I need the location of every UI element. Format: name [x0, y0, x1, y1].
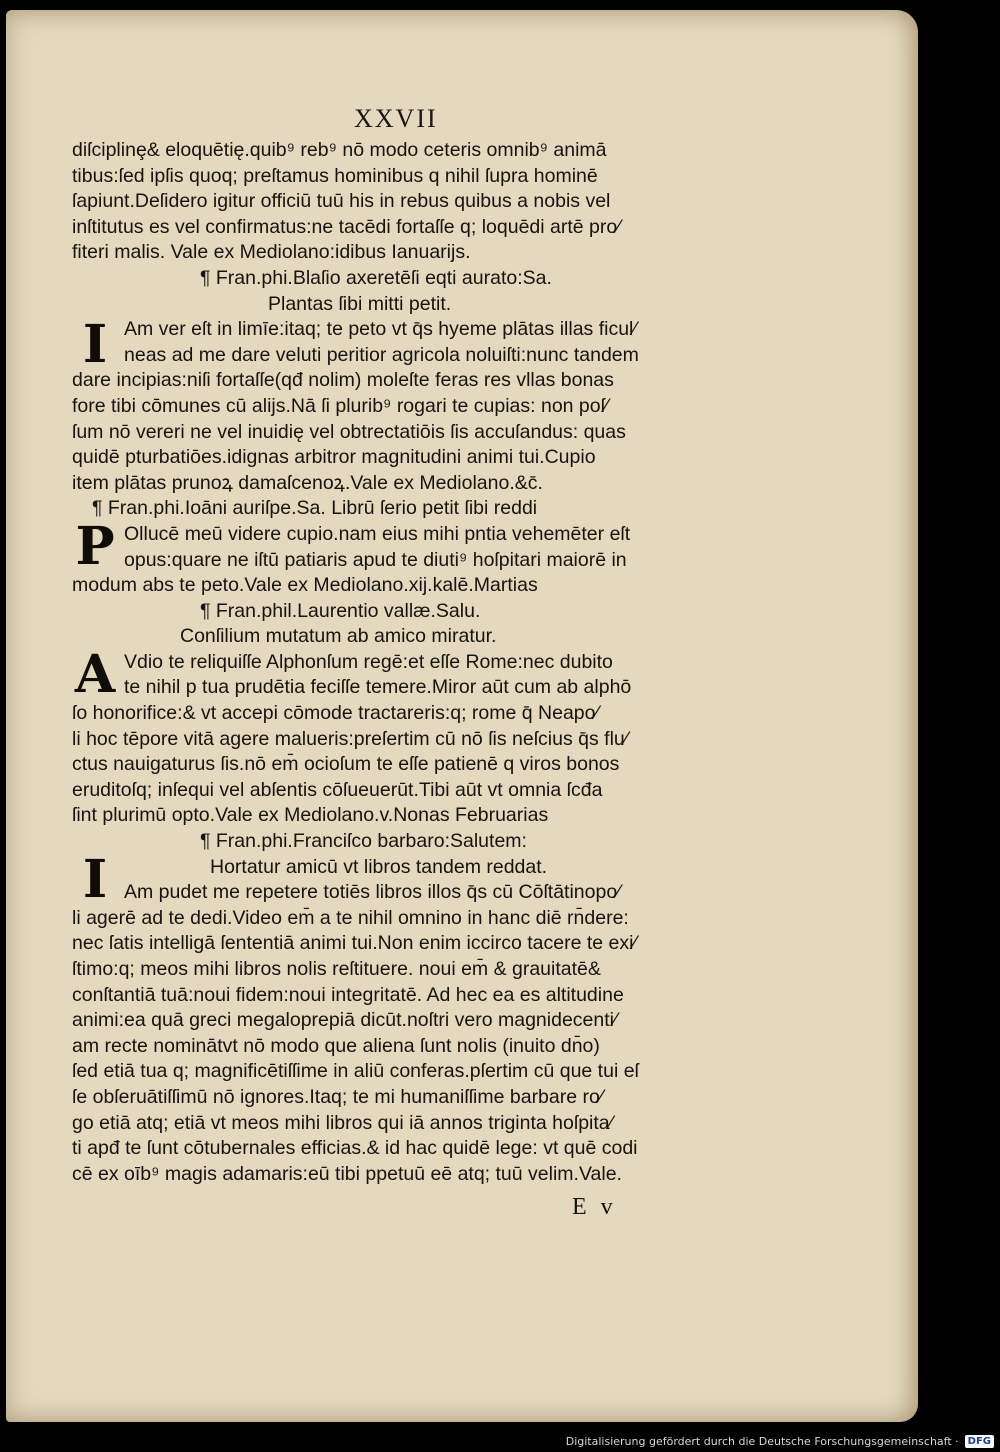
text-line: ctus nauigaturus ſis.nō em̄ ocioſum te eſſe patienē q viros bonos: [72, 753, 620, 776]
text-line: ti apđ te ſunt cōtubernales efficias.& id hac quidē lege: vt quē codi: [72, 1137, 638, 1160]
text-line: te nihil p tua prudētia feciſſe temere.Miror aūt cum ab alphō: [124, 676, 632, 699]
text-line: quidē pturbatiōes.idignas arbitror magnitudini animi tui.Cupio: [72, 446, 596, 469]
text-line: inſtitutus es vel confirmatus:ne tacēdi fortaſſe q; loquēdi artē pro⁄: [72, 215, 621, 238]
text-line: nec ſatis intelligā ſententiā animi tui.Non enim iccirco tacere te exi⁄: [72, 932, 637, 955]
letter-subject: Plantas ſibi mitti petit.: [268, 292, 452, 315]
initial-letter: I: [82, 849, 108, 910]
text-line: ſtimo:q; meos mihi libros nolis reſtituere. noui em̄ & grauitatē&: [72, 958, 601, 980]
text-line: conſtantiā tuā:noui fidem:noui integritatē. Ad hec ea es altitudine: [72, 983, 624, 1006]
catchword: E v: [572, 1194, 617, 1220]
text-line: ſint plurimū opto.Vale ex Mediolano.v.Nonas Februarias: [72, 804, 549, 827]
manuscript-page: [6, 10, 918, 1422]
text-line: eruditoſq; inſequi vel abſentis cōſueuerūt.Tibi aūt vt omnia ſcđa: [72, 778, 603, 801]
text-line: fiteri malis. Vale ex Mediolano:idibus Ianuarijs.: [72, 241, 471, 264]
letter-heading: ¶ Fran.phi.Blaſio axeretēſi eqti aurato:Sa.: [200, 266, 552, 289]
letter-heading: ¶ Fran.phi.Ioāni auriſpe.Sa. Librū ſerio petit ſibi reddi: [92, 497, 538, 520]
letter-subject: Hortatur amicū vt libros tandem reddat.: [210, 855, 548, 878]
text-line: neas ad me dare veluti peritior agricola noluiſti:nunc tandem: [124, 343, 639, 366]
dfg-logo-icon: DFG: [965, 1435, 994, 1448]
funding-footer: [566, 1435, 994, 1448]
text-line: ſe obſeruātiſſimū nō ignores.Itaq; te mi humaniſſime barbare ro⁄: [72, 1085, 604, 1108]
text-line: fore tibi cōmunes cū alijs.Nā ſi plurib⁹ rogari te cupias: non poſ⁄: [72, 394, 609, 417]
letter-heading: ¶ Fran.phi.Franciſco barbaro:Salutem:: [200, 830, 527, 853]
text-line: ſum nō vereri ne vel inuidię vel obtrectatiōis ſis accuſandus: quas: [72, 420, 626, 443]
text-line: tibus:ſed ipſis quoq; preſtamus hominibus q nihil ſupra hominē: [72, 164, 598, 187]
text-line: diſciplinȩ& eloquētię.quib⁹ reb⁹ nō modo ceteris omnib⁹ animā: [72, 139, 607, 161]
text-line: opus:quare ne iſtū patiaris apud te diuti⁹ hoſpitari maiorē in: [124, 548, 627, 571]
text-block: [72, 138, 712, 1187]
text-line: go etiā atq; etiā vt meos mihi libros qui iā annos triginta hoſpita⁄: [72, 1111, 613, 1134]
text-line: modum abs te peto.Vale ex Mediolano.xij.kalē.Martias: [72, 574, 538, 597]
text-line: Ollucē meū videre cupio.nam eius mihi pntia vehemēter eſt: [124, 522, 631, 545]
text-line: ſo honorifice:& vt accepi cōmode tractareris:q; rome q̄ Neapo⁄: [72, 702, 599, 725]
footer-text: Digitalisierung gefördert durch die Deutsche Forschungsgemeinschaft ·: [565, 1435, 959, 1448]
letter-heading: ¶ Fran.phil.Laurentio vallæ.Salu.: [200, 599, 481, 622]
text-line: am recte nominātvt nō modo que aliena ſunt nolis (inuito dn̄o): [72, 1034, 600, 1057]
text-line: Am pudet me repetere totiēs libros illos q̄s cū Cōſtātinopo⁄: [124, 881, 621, 904]
text-line: animi:ea quā greci megaloprepiā dicūt.noſtri vero magnidecenti⁄: [72, 1009, 618, 1032]
text-line: li hoc tēpore vitā agere malueris:preſertim cū nō ſis neſcius q̄s flu⁄: [72, 727, 629, 750]
initial-letter: P: [75, 516, 115, 577]
initial-letter: I: [82, 314, 108, 375]
text-line: Vdio te reliquiſſe Alphonſum regē:et eſſe Rome:nec dubito: [124, 650, 613, 673]
text-line: dare incipias:niſi fortaſſe(qđ nolim) moleſte feras res vllas bonas: [72, 369, 614, 392]
text-line: ſed etiā tua q; magnificētiſſime in aliū conferas.pſertim cū que tui eſ: [72, 1060, 639, 1083]
text-line: cē ex oīb⁹ magis adamaris:eū tibi ppetuū eē atq; tuū velim.Vale.: [72, 1162, 622, 1185]
text-line: item plātas prunoꝝ damaſcenoꝝ.Vale ex Mediolano.&c̄.: [72, 471, 543, 494]
text-line: li agerē ad te dedi.Video em̄ a te nihil omnino in hanc diē rn̄dere:: [72, 906, 629, 929]
folio-number: XXVII: [354, 104, 438, 133]
text-line: Am ver eſt in limīe:itaq; te peto vt q̄s hyeme plātas illas ficul⁄: [124, 318, 637, 341]
text-line: ſapiunt.Deſidero igitur officiū tuū his in rebus quibus a nobis vel: [72, 190, 611, 213]
letter-subject: Conſilium mutatum ab amico miratur.: [180, 625, 497, 648]
initial-letter: A: [74, 644, 116, 705]
